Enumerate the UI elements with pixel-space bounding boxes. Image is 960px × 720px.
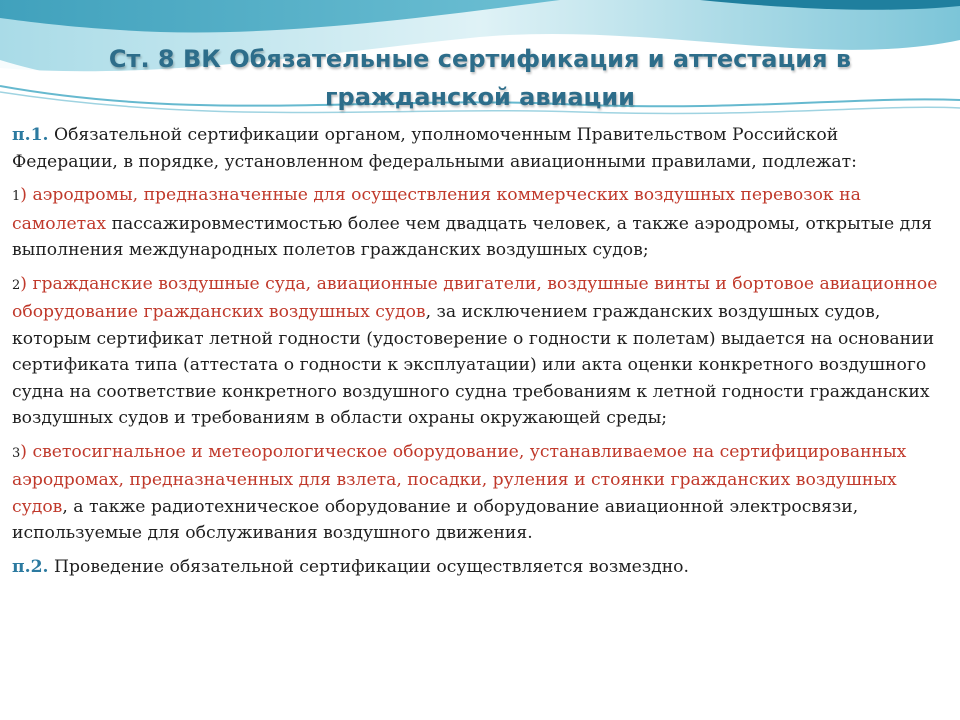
list-item-highlight: ) светосигнальное и метеорологическое оборудование, устанавливаемое на сертифицированных аэродромах, предназначенных для взлета, посадки, руления и стоянки гражданских воздушных судов	[12, 441, 907, 517]
list-item-text: , а также радиотехническое оборудование и оборудование авиационной электросвязи, используемые для обслуживания воздушного движения.	[12, 496, 859, 543]
list-item-2	[12, 271, 948, 432]
slide-title-line-2: гражданской авиации	[325, 83, 635, 111]
slide-title-line-1: Ст. 8 ВК Обязательные сертификация и аттестация в	[108, 45, 852, 73]
list-item-number: 2	[12, 277, 21, 293]
list-item-1	[12, 182, 948, 264]
paragraph-text-p1: Обязательной сертификации органом, уполномоченным Правительством Российской Федерации, в порядке, установленном федеральными авиационными правилами, подлежат:	[12, 125, 857, 172]
paragraph-label-p2: п.2.	[12, 556, 49, 577]
list-item-highlight: ) аэродромы, предназначенные для осуществления коммерческих воздушных перевозок на самолетах	[12, 185, 861, 234]
list-item-number: 1	[12, 189, 21, 204]
paragraph-label-p1: п.1.	[12, 125, 49, 145]
list-item-text: , за исключением гражданских воздушных судов, которым сертификат летной годности (удостоверение о годности к полетам) выдается на основании сертификата типа (аттестата о годности к эксплуатации) или акта оценки конкретного воздушного судна на соответствие конкретного воздушного судна требованиям к летной годности гражданских воздушных судов и требованиям в области охраны окружающей среды;	[12, 302, 935, 428]
list-item-highlight: ) гражданские воздушные суда, авиационные двигатели, воздушные винты и бортовое авиационное оборудование гражданских воздушных судов	[12, 273, 938, 322]
paragraph-p2	[12, 554, 948, 581]
slide-title	[60, 40, 900, 116]
paragraph-p1	[12, 122, 948, 175]
slide-body	[12, 122, 948, 587]
list-item-number: 3	[12, 445, 21, 461]
list-item-3	[12, 439, 948, 547]
paragraph-text-p2: Проведение обязательной сертификации осуществляется возмездно.	[48, 556, 689, 577]
list-item-text: пассажировместимостью более чем двадцать человек, а также аэродромы, открытые для выполнения международных полетов гражданских воздушных судов;	[12, 213, 932, 260]
